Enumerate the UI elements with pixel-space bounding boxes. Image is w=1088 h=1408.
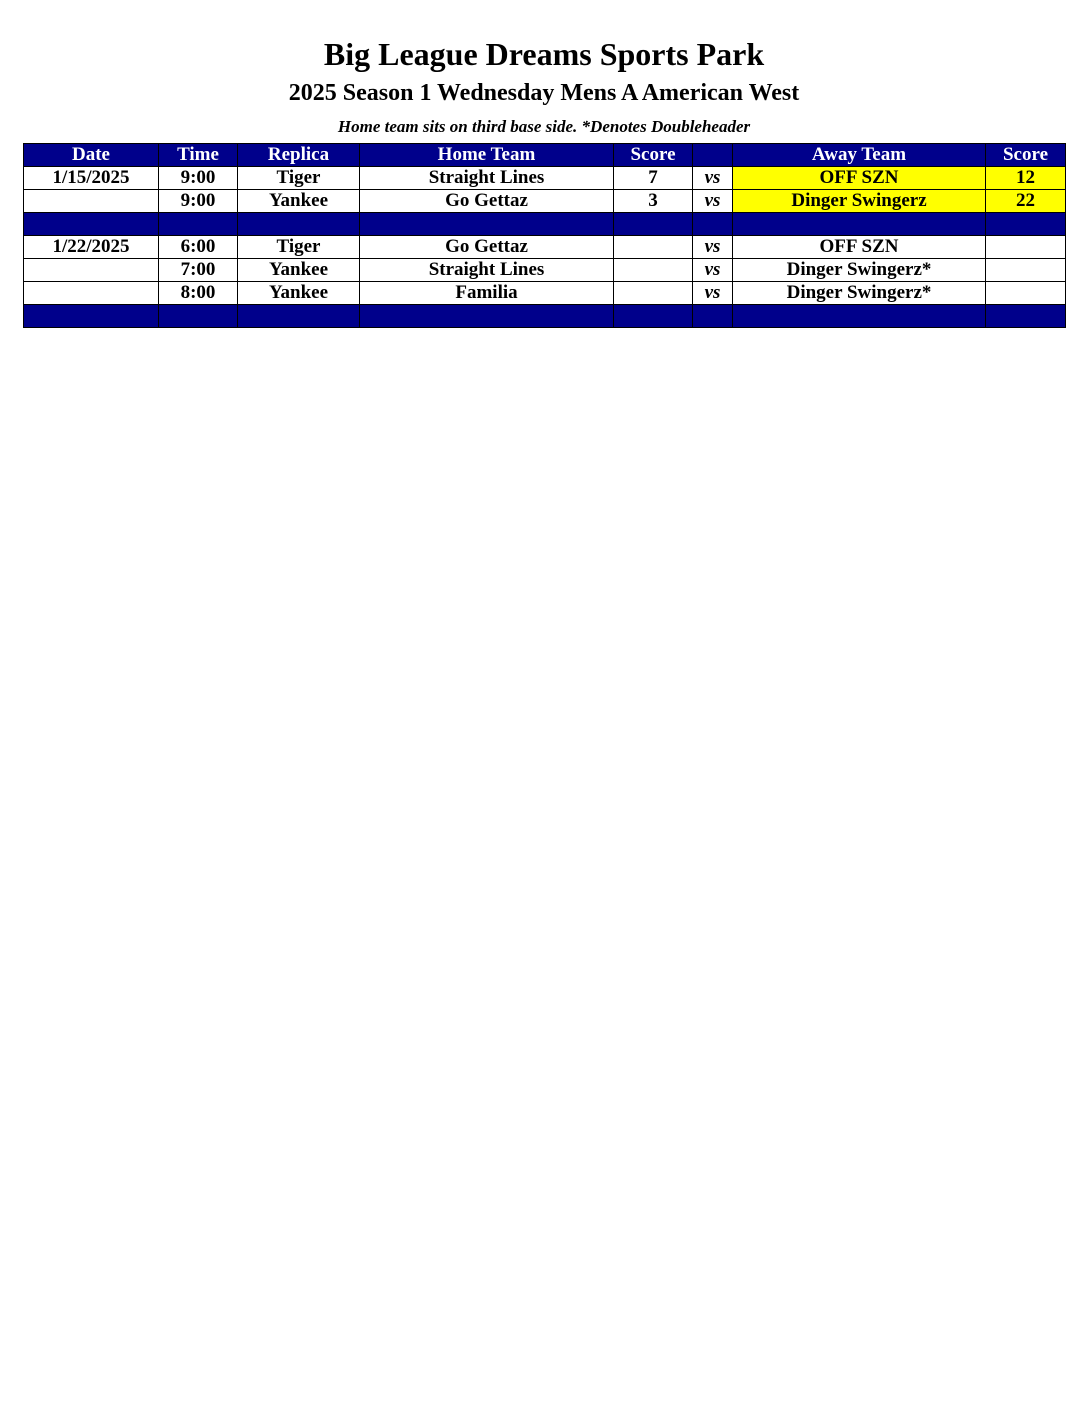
header-row bbox=[24, 144, 1066, 167]
table-row bbox=[24, 259, 1066, 282]
page-title: Big League Dreams Sports Park bbox=[323, 36, 765, 72]
table-row bbox=[24, 282, 1066, 305]
away-score-cell: 12 bbox=[986, 167, 1066, 190]
time-cell: 7:00 bbox=[159, 259, 238, 282]
home-score-cell: 3 bbox=[614, 190, 693, 213]
home-score-cell bbox=[614, 259, 693, 282]
vs-cell: vs bbox=[693, 167, 733, 190]
away-score-cell: 22 bbox=[986, 190, 1066, 213]
home-team-cell: Straight Lines bbox=[360, 259, 614, 282]
home-team-cell: Go Gettaz bbox=[360, 190, 614, 213]
time-cell: 6:00 bbox=[159, 236, 238, 259]
away-team-cell: OFF SZN bbox=[733, 236, 986, 259]
replica-cell: Yankee bbox=[238, 282, 360, 305]
home-score-cell bbox=[614, 236, 693, 259]
replica-cell: Yankee bbox=[238, 259, 360, 282]
home-team-cell: Straight Lines bbox=[360, 167, 614, 190]
time-cell: 8:00 bbox=[159, 282, 238, 305]
col-vs bbox=[693, 144, 733, 167]
vs-cell: vs bbox=[693, 282, 733, 305]
table-row bbox=[24, 167, 1066, 190]
date-cell bbox=[24, 282, 159, 305]
away-team-cell: OFF SZN bbox=[733, 167, 986, 190]
home-score-cell bbox=[614, 282, 693, 305]
away-score-cell bbox=[986, 259, 1066, 282]
col-home-team: Home Team bbox=[360, 144, 614, 167]
col-home-score: Score bbox=[614, 144, 693, 167]
away-team-cell: Dinger Swingerz* bbox=[733, 282, 986, 305]
away-team-cell: Dinger Swingerz bbox=[733, 190, 986, 213]
separator-row bbox=[24, 213, 1066, 236]
table-row bbox=[24, 190, 1066, 213]
col-away-team: Away Team bbox=[733, 144, 986, 167]
home-team-cell: Familia bbox=[360, 282, 614, 305]
home-team-cell: Go Gettaz bbox=[360, 236, 614, 259]
replica-cell: Tiger bbox=[238, 236, 360, 259]
date-cell: 1/22/2025 bbox=[24, 236, 159, 259]
page-subtitle: 2025 Season 1 Wednesday Mens A American West bbox=[288, 80, 800, 106]
away-score-cell bbox=[986, 236, 1066, 259]
col-replica: Replica bbox=[238, 144, 360, 167]
separator-row bbox=[24, 305, 1066, 328]
schedule-table bbox=[23, 143, 1066, 328]
time-cell: 9:00 bbox=[159, 190, 238, 213]
time-cell: 9:00 bbox=[159, 167, 238, 190]
col-date: Date bbox=[24, 144, 159, 167]
vs-cell: vs bbox=[693, 259, 733, 282]
replica-cell: Yankee bbox=[238, 190, 360, 213]
table-row bbox=[24, 236, 1066, 259]
vs-cell: vs bbox=[693, 236, 733, 259]
vs-cell: vs bbox=[693, 190, 733, 213]
away-score-cell bbox=[986, 282, 1066, 305]
replica-cell: Tiger bbox=[238, 167, 360, 190]
home-score-cell: 7 bbox=[614, 167, 693, 190]
date-cell bbox=[24, 259, 159, 282]
col-time: Time bbox=[159, 144, 238, 167]
doubleheader-note: Home team sits on third base side. *Denotes Doubleheader bbox=[337, 117, 751, 136]
date-cell: 1/15/2025 bbox=[24, 167, 159, 190]
col-away-score: Score bbox=[986, 144, 1066, 167]
away-team-cell: Dinger Swingerz* bbox=[733, 259, 986, 282]
date-cell bbox=[24, 190, 159, 213]
